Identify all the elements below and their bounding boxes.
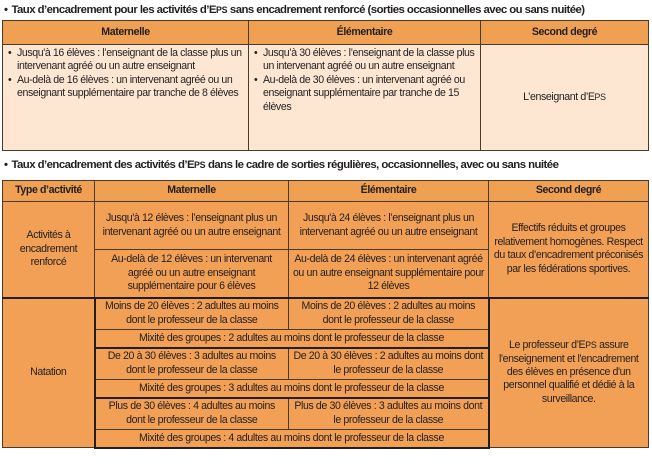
cell-smallcaps: PS [585, 340, 597, 351]
title-smallcaps: PS [194, 160, 206, 170]
cell-text-end: assure l'enseignement et l'encadrement des élèves en présence d'un personnel qualifié et dédié à la surveillance. [499, 339, 639, 405]
cell-text: L’enseignant d’E [523, 90, 595, 103]
header-second-degre: Second degré [481, 21, 649, 45]
title-text: Taux d’encadrement des activités d’E [11, 159, 195, 171]
table-encadrement-sorties [2, 180, 649, 449]
table-encadrement-non-renforce [2, 20, 649, 151]
table-row [3, 298, 649, 330]
cell-maternelle [3, 45, 249, 151]
table-header-row [3, 21, 649, 45]
list-item: • Au-delà de 16 élèves : un intervenant agréé ou un enseignant supplémentaire par tranche de 8 élèves [17, 74, 244, 101]
cell-maternelle: De 20 à 30 élèves : 3 adultes au moins dont le professeur de la classe [95, 348, 289, 380]
cell-natation: Natation [3, 298, 95, 448]
list-item: • Jusqu'à 16 élèves : l’enseignant de la classe plus un intervenant agréé ou un autre enseignant [17, 47, 244, 74]
title-text-end: dans le cadre de sorties régulières, occasionnelles, avec ou sans nuitée [205, 159, 559, 171]
section-2-title [4, 158, 648, 172]
header-elementaire: Élémentaire [289, 181, 489, 202]
header-second-degre: Second degré [489, 181, 649, 202]
title-smallcaps: PS [215, 5, 228, 15]
title-text-end: sans encadrement renforcé (sorties occasionnelles avec ou sans nuitée) [227, 4, 585, 16]
cell-elementaire: Plus de 30 élèves : 3 adultes au moins dont le professeur de la classe [289, 398, 489, 430]
cell-elementaire: Au-delà de 24 élèves : un intervenant agréé ou un autre enseignant supplémentaire pour 12 élèves [289, 250, 489, 298]
table-row [3, 45, 649, 151]
title-text: Taux d’encadrement pour les activités d’E [11, 4, 216, 16]
cell-second-degre: Effectifs réduits et groupes relativement homogènes. Respect du taux d’encadrement préconisés par les fédérations sportives. [489, 202, 649, 298]
cell-text: Le professeur d’E [508, 339, 586, 352]
header-maternelle: Maternelle [3, 21, 249, 45]
cell-mixite: Mixité des groupes : 4 adultes au moins dont le professeur de la classe [95, 430, 489, 448]
section-1-title [4, 3, 648, 17]
bullet-icon: • [4, 4, 8, 16]
cell-mixite: Mixité des groupes : 2 adultes au moins dont le professeur de la classe [95, 330, 489, 348]
cell-mixite: Mixité des groupes : 3 adultes au moins dont le professeur de la classe [95, 380, 489, 398]
header-maternelle: Maternelle [95, 181, 289, 202]
table-header-row [3, 181, 649, 202]
cell-maternelle: Plus de 30 élèves : 4 adultes au moins dont le professeur de la classe [95, 398, 289, 430]
cell-elementaire: De 20 à 30 élèves : 2 adultes au moins dont le professeur de la classe [289, 348, 489, 380]
cell-activite-renforcee: Activités à encadrement renforcé [3, 202, 95, 298]
cell-elementaire: Jusqu'à 24 élèves : l’enseignant plus un intervenant agréé ou un autre enseignant [289, 202, 489, 250]
list-item: • Jusqu’à 30 élèves : l’enseignant de la classe plus un intervenant agréé ou un autre enseignant [263, 47, 476, 74]
cell-elementaire: Moins de 20 élèves : 2 adultes au moins dont le professeur de la classe [289, 298, 489, 330]
cell-maternelle: Moins de 20 élèves : 2 adultes au moins dont le professeur de la classe [95, 298, 289, 330]
cell-second-degre [489, 298, 649, 448]
cell-maternelle: Jusqu'à 12 élèves : l’enseignant plus un intervenant agréé ou un autre enseignant [95, 202, 289, 250]
cell-second-degre [481, 45, 649, 151]
cell-maternelle: Au-delà de 12 élèves : un intervenant agréé ou un autre enseignant supplémentaire pour 6 élèves [95, 250, 289, 298]
cell-elementaire [249, 45, 481, 151]
bullet-icon: • [4, 159, 8, 171]
list-item: • Au-delà de 30 élèves : un intervenant agréé ou enseignant supplémentaire par tranche de 15 élèves [263, 74, 476, 114]
header-elementaire: Élémentaire [249, 21, 481, 45]
table-row [3, 202, 649, 250]
cell-smallcaps: PS [594, 91, 606, 102]
header-type-activite: Type d’activité [3, 181, 95, 202]
